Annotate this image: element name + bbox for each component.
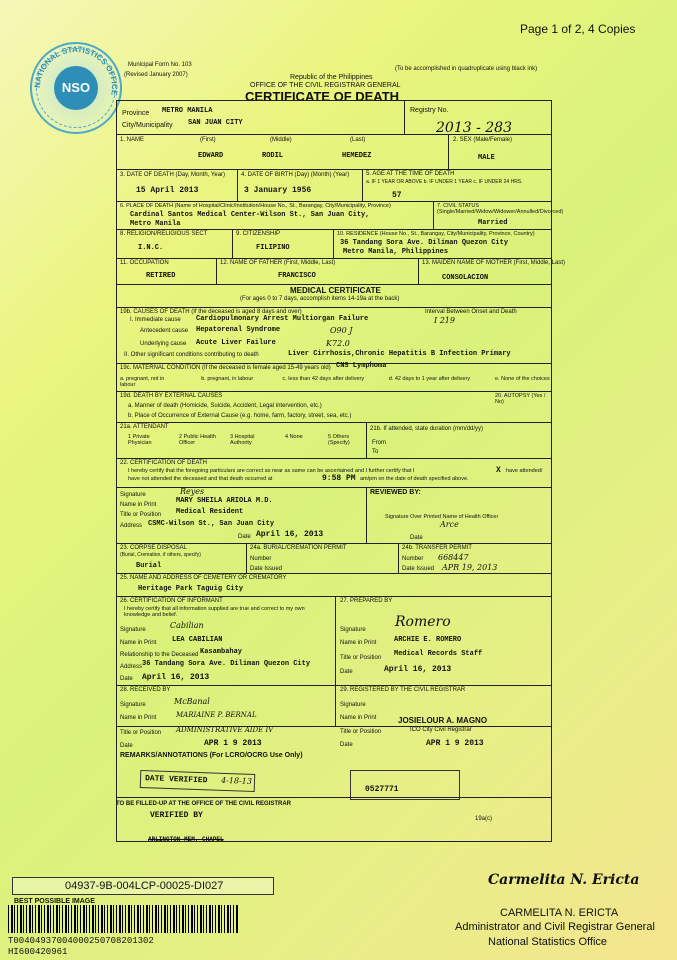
from-label: From	[372, 440, 386, 446]
residence-label: 10. RESIDENCE (House No., St., Barangay, City/Municipality, Province, Country)	[337, 231, 535, 237]
residence-line2: Metro Manila, Philippines	[343, 248, 449, 256]
middle-name: RODIL	[262, 152, 284, 160]
city-label: City/Municipality	[122, 122, 173, 129]
antecedent-cause: Hepatorenal Syndrome	[196, 326, 281, 334]
prepared-signature: Romero	[395, 614, 451, 630]
place-occurrence-label: b. Place of Occurrence of External Cause (e.g. home, farm, factory, street, sea, etc.)	[128, 413, 352, 419]
registered-name: JOSIELOUR A. MAGNO	[398, 716, 488, 725]
informant-date-label: Date	[120, 676, 133, 682]
prepared-date-label: Date	[340, 669, 353, 675]
causes-label: 19b. CAUSES OF DEATH (If the deceased is aged 8 days and over)	[120, 309, 302, 315]
transfer-date: APR 19, 2013	[442, 563, 498, 572]
burial-permit-label: 24a. BURIAL/CREMATION PERMIT	[250, 545, 347, 551]
signer-title-2: National Statistics Office	[488, 936, 608, 948]
citizenship-value: FILIPINO	[256, 244, 290, 252]
cert-date-value: April 16, 2013	[256, 530, 324, 539]
received-title: ADMINISTRATIVE AIDE IV	[176, 726, 274, 734]
registered-print-label: Name in Print	[340, 715, 377, 721]
reviewed-signature: Arce	[440, 520, 459, 529]
province-label: Province	[122, 110, 150, 117]
republic-text: Republic of the Philippines	[290, 74, 373, 81]
autopsy-label: 20. AUTOPSY (Yes / No)	[495, 393, 546, 405]
maternal-opt-d[interactable]: d. 42 days to 1 year after delivery	[388, 376, 471, 382]
burial-number-label: Number	[250, 556, 272, 562]
manner-label: a. Manner of death (Homicide, Suicide, Accident, Legal intervention, etc.)	[128, 403, 322, 409]
other-conditions-label: II. Other significant conditions contributing to death	[124, 352, 259, 358]
received-name: MARIAINE P. BERNAL	[176, 711, 257, 719]
cert-text-3: am/pm on the date of death specified above.	[360, 476, 469, 482]
middle-label: (Middle)	[270, 137, 292, 143]
prepared-date: April 16, 2013	[384, 665, 452, 674]
informant-date: April 16, 2013	[142, 673, 210, 682]
svg-text:NATIONAL STATISTICS OFFICE: NATIONAL STATISTICS OFFICE	[32, 44, 120, 96]
medical-subtitle: (For ages 0 to 7 days, accomplish items 14-19a at the back)	[240, 296, 400, 302]
first-label: (First)	[200, 137, 216, 143]
attendant-opt-2[interactable]: 2 Public Health Officer	[179, 434, 216, 446]
cert-address-value: CSMC-Wilson St., San Juan City	[148, 520, 275, 528]
transfer-number: 668447	[438, 553, 469, 562]
cert-title-label: Title or Position	[120, 512, 162, 518]
registered-sig-label: Signature	[340, 702, 366, 708]
date-verified-value: 4-18-13	[220, 775, 253, 786]
maternal-label: 19c. MATERNAL CONDITION (If the deceased is female aged 15-49 years old)	[120, 365, 331, 371]
age-sub-label: a. IF 1 YEAR OR ABOVE b. IF UNDER 1 YEAR c. IF UNDER 24 HRS.	[366, 179, 523, 185]
immediate-code: I 219	[434, 316, 455, 325]
barcode-text-2: HI600420961	[8, 947, 68, 957]
last-name: HEMEDEZ	[342, 152, 372, 160]
dob-value: 3 January 1956	[244, 186, 312, 195]
attended-duration-label: 21b. If attended, state duration (mm/dd/yy)	[370, 426, 484, 432]
corpse-sub-label: (Burial, Cremation, if others, specify)	[120, 552, 201, 558]
seal-center-text: NSO	[54, 66, 98, 110]
attendant-opt-4[interactable]: 4 None	[285, 434, 303, 440]
time-of-death: 9:58 PM	[322, 474, 356, 483]
prepared-label: 27. PREPARED BY	[340, 598, 393, 604]
transfer-date-label: Date Issued	[402, 566, 435, 572]
control-number: 0527771	[365, 785, 399, 794]
prepared-name: ARCHIE E. ROMERO	[394, 636, 462, 644]
attended-x-mark: X	[496, 466, 501, 475]
informant-sig-label: Signature	[120, 627, 146, 633]
cert-date-label: Date	[238, 534, 251, 540]
burial-date-label: Date Issued	[250, 566, 283, 572]
verified-by-stamp: VERIFIED BY	[150, 811, 203, 820]
informant-signature: Cabilian	[170, 621, 204, 630]
maternal-opt-c[interactable]: c. less than 42 days after delivery	[282, 376, 365, 382]
pod-line2: Metro Manila	[130, 220, 181, 228]
attendant-label: 21a. ATTENDANT	[120, 424, 169, 430]
cert-print-name: MARY SHEILA ARIOLA M.D.	[176, 497, 273, 505]
reviewed-sig-label: Signature Over Printed Name of Health Officer	[385, 514, 499, 520]
attendant-opt-1[interactable]: 1 Private Physician	[128, 434, 152, 446]
maternal-opt-b[interactable]: b. pregnant, in labour	[201, 376, 254, 382]
control-number-stamp	[350, 770, 460, 800]
external-label: 19d. DEATH BY EXTERNAL CAUSES	[120, 393, 223, 399]
cert-title-value: Medical Resident	[176, 508, 244, 516]
first-name: EDWARD	[198, 152, 224, 160]
cemetery-label: 25. NAME AND ADDRESS OF CEMETERY OR CREMATORY	[120, 575, 287, 581]
sex-label: 2. SEX (Male/Female)	[453, 137, 513, 143]
remarks-label: REMARKS/ANNOTATIONS (For LCRO/OCRG Use Only)	[120, 752, 303, 759]
received-title-label: Title or Position	[120, 730, 162, 736]
office-text: OFFICE OF THE CIVIL REGISTRAR GENERAL	[250, 82, 401, 89]
reviewed-date-label: Date	[410, 535, 423, 541]
signer-title-1: Administrator and Civil Registrar General	[455, 921, 655, 933]
last-label: (Last)	[350, 137, 366, 143]
date-verified-text: DATE VERIFIED	[144, 774, 208, 786]
received-print-label: Name in Print	[120, 715, 157, 721]
informant-rel: Kasambahay	[200, 648, 243, 656]
pod-label: 6. PLACE OF DEATH (Name of Hospital/Clinic/Institution/House No., St., Barangay, City/Municipality, Province)	[120, 203, 391, 209]
civil-status-label: 7. CIVIL STATUS (Single/Married/Widow/Widower/Annulled/Divorced)	[437, 203, 564, 215]
received-signature: McBanal	[174, 697, 210, 706]
corpse-value: Burial	[136, 562, 162, 570]
to-label: To	[372, 449, 379, 455]
antecedent-code: O90 J	[330, 326, 353, 335]
informant-address: 36 Tandang Sora Ave. Diliman Quezon City	[142, 660, 311, 668]
prepared-print-label: Name in Print	[340, 640, 377, 646]
informant-name: LEA CABILIAN	[172, 636, 223, 644]
cert-text-2: have not attended the deceased and that death occurred at	[128, 476, 273, 482]
father-value: FRANCISCO	[278, 272, 316, 280]
signer-signature: Carmelita N. Ericta	[488, 872, 640, 888]
informant-address-label: Address	[120, 664, 143, 670]
immediate-label: I. Immediate cause	[130, 317, 181, 323]
informant-print-label: Name in Print	[120, 640, 157, 646]
underlying-cause: Acute Liver Failure	[196, 339, 276, 347]
received-date: APR 1 9 2013	[204, 739, 262, 748]
page-count-label: Page 1 of 2, 4 Copies	[520, 22, 636, 36]
barcode-icon	[8, 905, 238, 933]
form-number: Municipal Form No. 103	[128, 62, 192, 68]
registered-title: ICO City Civil Registrar	[410, 727, 472, 733]
informant-label: 26. CERTIFICATION OF INFORMANT	[120, 598, 223, 604]
seal-ring-text	[30, 42, 122, 134]
attendant-options	[128, 434, 368, 446]
dob-label: 4. DATE OF BIRTH (Day) (Month) (Year)	[241, 172, 350, 178]
occupation-value: RETIRED	[146, 272, 176, 280]
occupation-label: 11. OCCUPATION	[120, 260, 169, 266]
cert-text-1: I hereby certify that the foregoing particulars are correct as near as same can be ascertained and I further certify that I	[128, 468, 415, 474]
maternal-opt-e[interactable]: e. None of the choices	[495, 376, 550, 382]
father-label: 12. NAME OF FATHER (First, Middle, Last)	[220, 260, 336, 266]
other-conditions-2: CNS Lymphoma	[336, 362, 387, 370]
cert-signature: Reyes	[180, 487, 205, 496]
religion-value: I.N.C.	[138, 244, 164, 252]
informant-text: I hereby certify that all information supplied are true and correct to my own knowledge and belief.	[124, 606, 305, 618]
received-sig-label: Signature	[120, 702, 146, 708]
barcode-text-1: T00404937004000250708201302	[8, 936, 154, 946]
maternal-opt-a[interactable]: a. pregnant, not in labour	[120, 376, 165, 388]
reviewed-label: REVIEWED BY:	[370, 489, 421, 496]
interval-label: Interval Between Onset and Death	[425, 309, 517, 315]
best-image-label: BEST POSSIBLE IMAGE	[14, 898, 95, 905]
underlying-code: K72.0	[326, 339, 350, 348]
registered-date-label: Date	[340, 742, 353, 748]
registry-number: 2013 - 283	[436, 120, 512, 136]
underlying-label: Underlying cause	[140, 341, 187, 347]
code-19a: 19a(c)	[475, 816, 493, 822]
prepared-sig-label: Signature	[340, 627, 366, 633]
transfer-permit-label: 24b. TRANSFER PERMIT	[402, 545, 472, 551]
received-label: 28. RECEIVED BY	[120, 687, 171, 693]
pod-line1: Cardinal Santos Medical Center-Wilson St., San Juan City,	[130, 211, 370, 219]
transfer-number-label: Number	[402, 556, 424, 562]
residence-line1: 36 Tandang Sora Ave. Diliman Quezon City	[340, 239, 509, 247]
registered-label: 29. REGISTERED BY THE CIVIL REGISTRAR	[340, 687, 466, 693]
document-code: 04937-9B-004LCP-00025-DI027	[65, 880, 224, 892]
prepared-title-label: Title or Position	[340, 655, 382, 661]
registry-label: Registry No.	[410, 107, 449, 114]
informant-rel-label: Relationship to the Deceased	[120, 652, 199, 658]
registered-title-label: Title or Position	[340, 729, 382, 735]
province-value: METRO MANILA	[162, 107, 213, 115]
cemetery-value: Heritage Park Taguig City	[138, 585, 244, 593]
attendant-opt-5[interactable]: 5 Others (Specify)	[328, 434, 350, 446]
received-date-label: Date	[120, 743, 133, 749]
nso-seal-icon	[30, 42, 122, 134]
immediate-cause: Cardiopulmonary Arrest Multiorgan Failure	[196, 315, 369, 323]
dod-label: 3. DATE OF DEATH (Day, Month, Year)	[120, 172, 226, 178]
revised-date: (Revised January 2007)	[124, 72, 188, 78]
prepared-title: Medical Records Staff	[394, 650, 483, 658]
age-value: 57	[392, 191, 402, 200]
registered-date: APR 1 9 2013	[426, 739, 484, 748]
name-label: 1. NAME	[120, 137, 145, 143]
signer-name: CARMELITA N. ERICTA	[500, 907, 619, 919]
civil-status-value: Married	[478, 219, 508, 227]
document-code-box	[12, 877, 274, 895]
cert-address-label: Address	[120, 523, 143, 529]
sex-value: MALE	[478, 154, 495, 162]
attendant-opt-3[interactable]: 3 Hospital Authority	[230, 434, 255, 446]
cert-print-label: Name in Print	[120, 502, 157, 508]
quadruplicate-note: (To be accomplished in quadruplicate using black ink)	[395, 66, 538, 72]
dod-value: 15 April 2013	[136, 186, 199, 195]
age-label: 5. AGE AT THE TIME OF DEATH	[366, 171, 455, 177]
medical-title: MEDICAL CERTIFICATE	[290, 286, 381, 295]
city-value: SAN JUAN CITY	[188, 119, 243, 127]
maternal-options	[120, 376, 550, 388]
antecedent-label: Antecedent cause	[140, 328, 189, 334]
fill-up-label: TO BE FILLED-UP AT THE OFFICE OF THE CIVIL REGISTRAR	[116, 801, 292, 807]
corpse-label: 23. CORPSE DISPOSAL	[120, 545, 188, 551]
religion-label: 8. RELIGION/RELIGIOUS SECT	[120, 231, 208, 237]
have-attended-text: have attended/	[506, 468, 543, 474]
other-conditions: Liver Cirrhosis,Chronic Hepatitis B Infection Primary	[288, 350, 511, 358]
mother-value: CONSOLACION	[442, 274, 489, 282]
chapel-stamp: ARLINGTON MEM. CHAPEL	[148, 836, 224, 843]
citizenship-label: 9. CITIZENSHIP	[236, 231, 281, 237]
mother-label: 13. MAIDEN NAME OF MOTHER (First, Middle, Last)	[422, 260, 566, 266]
certification-label: 22. CERTIFICATION OF DEATH	[120, 460, 208, 466]
certificate-title: CERTIFICATE OF DEATH	[245, 89, 400, 104]
cert-sig-label: Signature	[120, 492, 146, 498]
